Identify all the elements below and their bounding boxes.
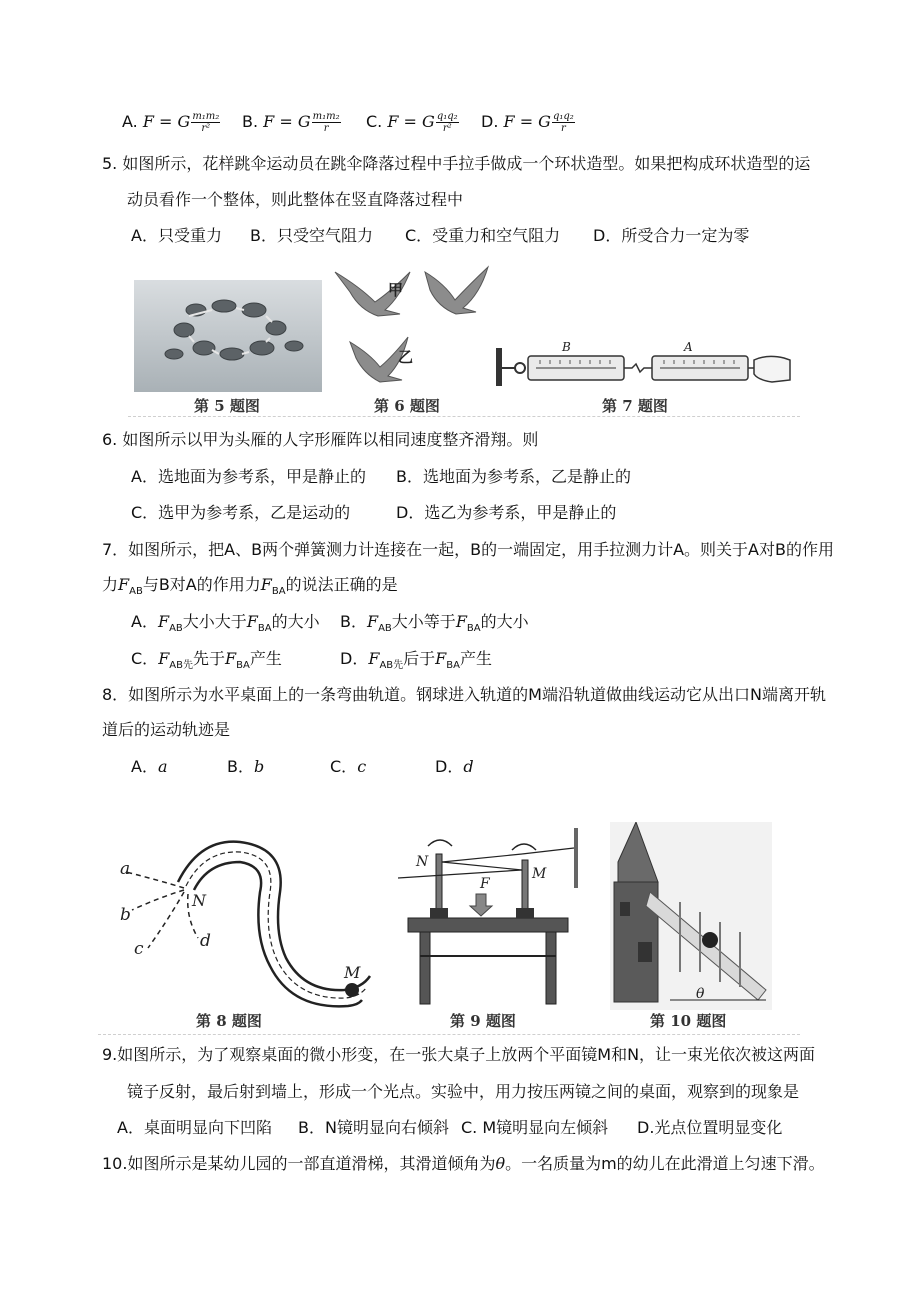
figure-8-curved-track <box>108 820 388 1010</box>
q4-option-d <box>481 110 576 134</box>
q4-fraction <box>552 111 575 134</box>
goose-jia-label: 甲 <box>388 281 404 299</box>
q8-option-b <box>227 755 264 779</box>
table-leg-right <box>546 932 556 1004</box>
curved-track-diagram <box>108 820 388 1010</box>
q7-force-symbol: F <box>368 649 380 668</box>
q9-option-b: B．N镜明显向右倾斜 <box>298 1118 449 1137</box>
figure-10-caption: 第 10 题图 <box>650 1012 727 1030</box>
q7-force-subscript: BA <box>271 586 286 598</box>
q6-option-c: C．选甲为参考系，乙是运动的 <box>131 503 351 522</box>
q7-force-symbol: F <box>157 612 170 631</box>
figure-row-1-divider <box>128 416 800 417</box>
path-c <box>148 892 184 948</box>
q9-option-a: A．桌面明显向下凹陷 <box>117 1118 272 1137</box>
q4-option-letter: C. <box>366 112 383 131</box>
figure-8-caption: 第 8 题图 <box>196 1012 262 1030</box>
path-a-label: a <box>120 859 131 879</box>
q7-force-subscript: AB <box>129 586 143 598</box>
q4-denominator: r <box>323 123 329 134</box>
q4-option-b <box>242 110 342 134</box>
table-leg-left <box>420 932 430 1004</box>
mirror-m-label: M <box>532 866 547 882</box>
q4-option-letter: D. <box>481 112 499 131</box>
q7-option-text: 后于 <box>403 649 436 668</box>
q8-option-value: d <box>463 757 474 776</box>
q8-option-c <box>330 755 366 779</box>
scale-a-label: A <box>684 340 693 354</box>
q4-option-a <box>122 110 221 134</box>
q7-force-symbol: F <box>158 649 170 668</box>
mirror-experiment-diagram <box>398 826 598 1010</box>
path-b-label: b <box>120 905 131 925</box>
q4-option-c <box>366 110 460 134</box>
q8-option-letter: B． <box>227 757 254 776</box>
q6-option-d: D．选乙为参考系，甲是静止的 <box>396 503 617 522</box>
q4-fraction <box>191 111 220 134</box>
q4-denominator: r² <box>201 123 211 134</box>
figure-9-mirror-experiment <box>398 826 598 1010</box>
figure-5-skydivers <box>134 280 322 392</box>
q10-stem <box>102 1152 825 1176</box>
track-outer <box>178 842 370 990</box>
q8-option-letter: A． <box>131 757 158 776</box>
q4-formula-lhs: F = G <box>142 112 191 131</box>
spring-scales-diagram <box>492 338 792 392</box>
q4-fraction <box>312 111 341 134</box>
q7-option-c <box>131 647 282 678</box>
q4-formula-lhs: F = G <box>503 112 551 131</box>
q5-stem-line2: 动员看作一个整体，则此整体在竖直降落过程中 <box>127 190 464 209</box>
figure-10-slide <box>610 822 772 1010</box>
q7-option-d <box>340 647 492 678</box>
mirror-n-label: N <box>416 854 429 870</box>
scale-b-label: B <box>562 340 571 354</box>
q10-text: 10.如图所示是某幼儿园的一部直道滑梯，其滑道倾角为 <box>102 1154 496 1173</box>
force-f-label: F <box>480 876 490 892</box>
q4-denominator: r² <box>442 123 452 134</box>
path-b <box>132 890 184 910</box>
q7-force-symbol: F <box>225 649 237 668</box>
q7-force-subscript: BA <box>446 660 460 672</box>
q7-option-text: 先于 <box>193 649 226 668</box>
wall-fixture <box>496 348 502 386</box>
path-a <box>126 872 184 888</box>
q6-option-b: B．选地面为参考系，乙是静止的 <box>396 467 631 486</box>
figure-6-geese <box>330 262 490 392</box>
q5-option-d: D．所受合力一定为零 <box>593 226 750 245</box>
q4-denominator: r <box>560 123 566 134</box>
skydivers-photo <box>134 280 322 392</box>
q9-option-c: C. M镜明显向左倾斜 <box>461 1118 609 1137</box>
goose-yi-label: 乙 <box>398 348 414 366</box>
q4-numerator: q₁q₂ <box>552 111 574 122</box>
rotation-arrow-m-icon <box>512 844 536 850</box>
q7-force-subscript: BA <box>257 623 272 635</box>
q9-option-d: D.光点位置明显变化 <box>637 1118 783 1137</box>
figure-row-2-divider <box>98 1034 800 1035</box>
wall-screen <box>574 828 578 888</box>
q8-option-letter: C． <box>330 757 358 776</box>
q7-force-symbol: F <box>260 575 272 594</box>
q8-option-d <box>435 755 474 779</box>
q8-option-value: c <box>357 757 367 776</box>
q7-text: 与B对A的作用力 <box>142 575 261 594</box>
track-entry-m-label: M <box>344 963 361 982</box>
q8-option-letter: D． <box>435 757 464 776</box>
q7-force-subscript: AB <box>378 623 392 635</box>
hand-icon <box>754 356 790 382</box>
q7-option-text: 大小大于 <box>182 612 247 631</box>
q10-theta: θ <box>495 1154 506 1173</box>
q7-option-text: 的大小 <box>480 612 529 631</box>
q7-option-text: 的大小 <box>271 612 320 631</box>
q7-text: 的说法正确的是 <box>285 575 398 594</box>
q7-force-subscript: BA <box>466 623 481 635</box>
q7-option-a <box>131 610 320 641</box>
q4-numerator: m₁m₂ <box>192 111 220 122</box>
q7-force-symbol: F <box>455 612 467 631</box>
q8-option-a <box>131 755 168 779</box>
q8-stem-line2: 道后的运动轨迹是 <box>102 720 231 739</box>
q7-force-subscript: AB先 <box>379 660 404 672</box>
figure-7-spring-scales <box>492 338 792 392</box>
q8-stem-line1: 8．如图所示为水平桌面上的一条弯曲轨道。钢球进入轨道的M端沿轨道做曲线运动它从出口N端离开轨 <box>102 685 826 704</box>
q9-stem-line2: 镜子反射，最后射到墙上，形成一个光点。实验中，用力按压两镜之间的桌面，观察到的现象是 <box>127 1082 800 1101</box>
q6-option-a: A．选地面为参考系，甲是静止的 <box>131 467 366 486</box>
q10-text: 。一名质量为m的幼儿在此滑道上匀速下滑。 <box>505 1154 825 1173</box>
figure-9-caption: 第 9 题图 <box>450 1012 516 1030</box>
q7-option-text: 大小等于 <box>391 612 456 631</box>
q4-numerator: m₁m₂ <box>312 111 340 122</box>
goose-right-icon <box>425 267 488 314</box>
q7-force-symbol: F <box>435 649 447 668</box>
q7-option-b <box>340 610 529 641</box>
table-top <box>408 918 568 932</box>
q7-option-letter: B． <box>340 612 367 631</box>
q7-option-text: 产生 <box>459 649 492 668</box>
steel-ball-icon <box>345 983 359 997</box>
figure-6-caption: 第 6 题图 <box>374 397 440 415</box>
q7-force-symbol: F <box>118 575 130 594</box>
q7-option-letter: D． <box>340 649 369 668</box>
connector-hook <box>624 364 652 372</box>
q6-stem: 6. 如图所示以甲为头雁的人字形雁阵以相同速度整齐滑翔。则 <box>102 430 539 449</box>
figure-5-caption: 第 5 题图 <box>194 397 260 415</box>
q7-stem-line2 <box>102 573 398 604</box>
rotation-arrow-n-icon <box>428 840 452 846</box>
q8-option-value: b <box>253 757 265 776</box>
q7-stem-line1: 7．如图所示，把A、B两个弹簧测力计连接在一起，B的一端固定，用手拉测力计A。则关于A对B的作用 <box>102 540 834 559</box>
q7-option-text: 产生 <box>249 649 282 668</box>
q4-formula-lhs: F = G <box>387 112 435 131</box>
q4-fraction <box>436 111 459 134</box>
figure-7-caption: 第 7 题图 <box>602 397 668 415</box>
q4-option-letter: A. <box>122 112 138 131</box>
q7-force-subscript: BA <box>236 660 250 672</box>
track-exit-n-label: N <box>192 891 206 910</box>
q8-option-value: a <box>157 757 168 776</box>
geese-illustration <box>330 262 490 392</box>
q7-option-letter: C． <box>131 649 159 668</box>
path-d-label: d <box>200 931 211 951</box>
slide-angle-label: θ <box>696 986 705 1002</box>
q5-stem-line1: 5. 如图所示，花样跳伞运动员在跳伞降落过程中手拉手做成一个环状造型。如果把构成环状造型的运 <box>102 154 811 173</box>
q5-option-c: C．受重力和空气阻力 <box>405 226 561 245</box>
press-force-arrow-icon <box>470 894 492 916</box>
path-c-label: c <box>134 939 144 959</box>
child-icon <box>702 932 718 948</box>
q4-option-letter: B. <box>242 112 259 131</box>
q9-stem-line1: 9.如图所示，为了观察桌面的微小形变，在一张大桌子上放两个平面镜M和N，让一束光依次被这两面 <box>102 1045 816 1064</box>
q7-option-letter: A． <box>131 612 158 631</box>
q4-formula-lhs: F = G <box>263 112 311 131</box>
q5-option-a: A．只受重力 <box>131 226 222 245</box>
q7-force-symbol: F <box>366 612 379 631</box>
q7-text: 力 <box>102 575 119 594</box>
q7-force-subscript: AB先 <box>169 660 193 672</box>
q4-numerator: q₁q₂ <box>436 111 458 122</box>
slide-photo <box>610 822 772 1010</box>
q7-force-subscript: AB <box>169 623 183 635</box>
q5-option-b: B．只受空气阻力 <box>250 226 373 245</box>
q7-force-symbol: F <box>246 612 258 631</box>
